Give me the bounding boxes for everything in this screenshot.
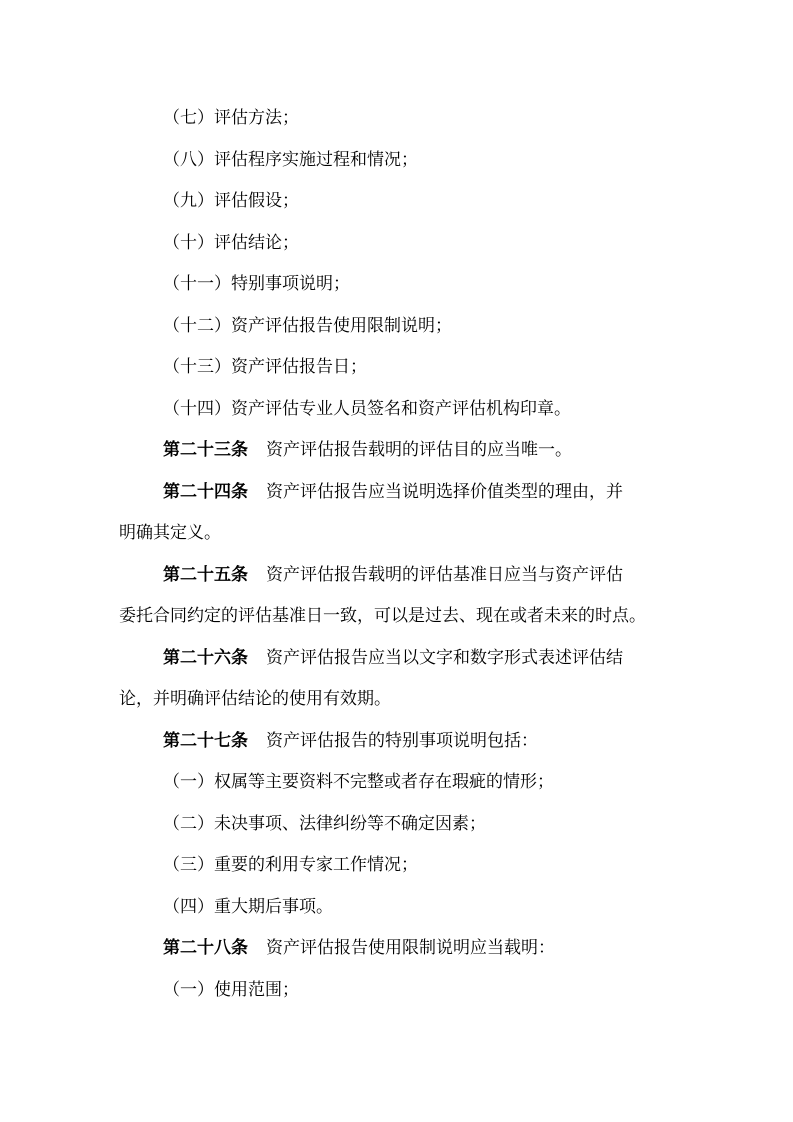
list-item: （三）重要的利用专家工作情况；: [163, 855, 418, 875]
list-item: （一）使用范围；: [163, 980, 299, 1000]
article-text: 资产评估报告的特别事项说明包括：: [266, 731, 538, 751]
article-23: [163, 438, 572, 462]
list-item: （一）权属等主要资料不完整或者存在瑕疵的情形；: [163, 772, 554, 792]
article-text: 资产评估报告载明的评估基准日应当与资产评估: [266, 565, 623, 585]
article-label: 第二十四条: [163, 482, 248, 502]
article-text: 资产评估报告载明的评估目的应当唯一。: [266, 440, 572, 460]
list-item: （十二）资产评估报告使用限制说明；: [163, 316, 452, 336]
article-label: 第二十五条: [163, 565, 248, 585]
list-item: （十）评估结论；: [163, 233, 299, 253]
list-item: （十三）资产评估报告日；: [163, 357, 367, 377]
article-continuation: 明确其定义。: [119, 523, 221, 543]
article-label: 第二十六条: [163, 648, 248, 668]
article-text: 资产评估报告应当说明选择价值类型的理由，并: [266, 482, 623, 502]
article-continuation: 论，并明确评估结论的使用有效期。: [119, 689, 391, 709]
article-label: 第二十八条: [163, 938, 248, 958]
list-item: （四）重大期后事项。: [163, 897, 333, 917]
list-item: （十一）特别事项说明；: [163, 274, 350, 294]
article-24: [163, 480, 623, 504]
list-item: （二）未决事项、法律纠纷等不确定因素；: [163, 814, 486, 834]
list-item: （十四）资产评估专业人员签名和资产评估机构印章。: [163, 399, 571, 419]
article-text: 资产评估报告应当以文字和数字形式表述评估结: [266, 648, 623, 668]
article-26: [163, 646, 623, 670]
article-27: [163, 729, 538, 753]
article-label: 第二十七条: [163, 731, 248, 751]
article-text: 资产评估报告使用限制说明应当载明：: [266, 938, 555, 958]
list-item: （九）评估假设；: [163, 191, 299, 211]
article-continuation: 委托合同约定的评估基准日一致，可以是过去、现在或者未来的时点。: [119, 606, 646, 626]
list-item: （八）评估程序实施过程和情况；: [163, 150, 418, 170]
article-28: [163, 936, 555, 960]
article-25: [163, 563, 623, 587]
article-label: 第二十三条: [163, 440, 248, 460]
list-item: （七）评估方法；: [163, 108, 299, 128]
